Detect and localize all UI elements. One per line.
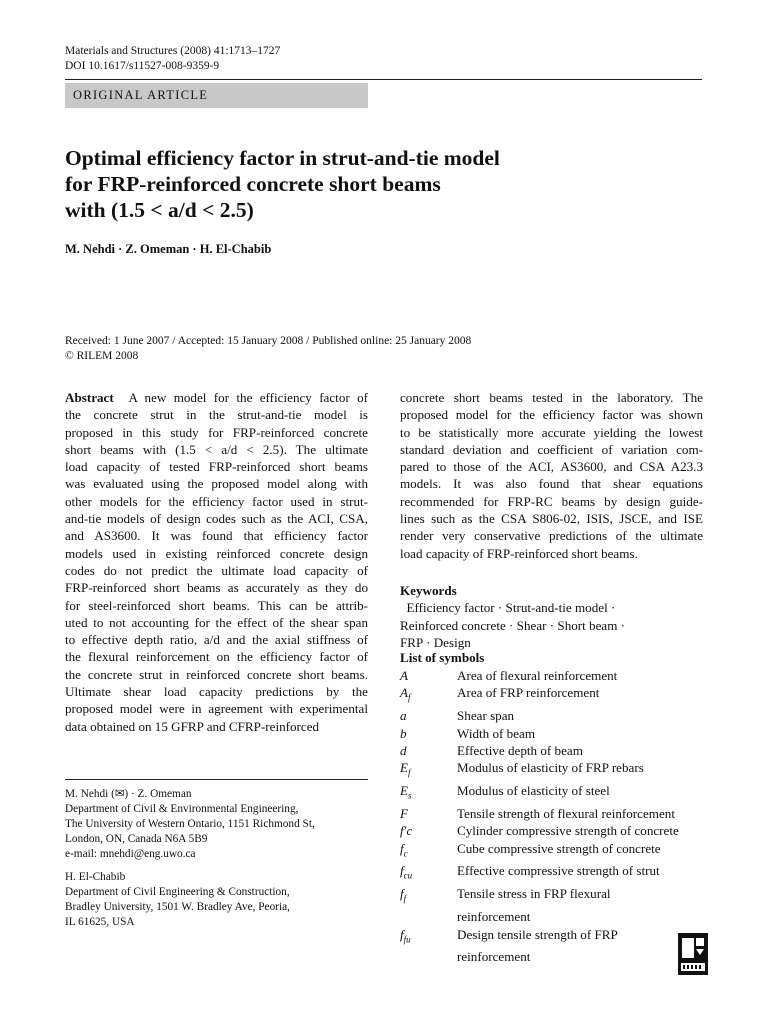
abstract-line: proposed model for the efficiency factor was shown <box>400 407 703 423</box>
symbol: $E_s$ <box>400 783 412 801</box>
abstract-line: Abstract A new model for the efficiency factor of <box>65 390 368 405</box>
symbol-description: Modulus of elasticity of FRP rebars <box>457 760 644 776</box>
abstract-line: the concrete strut in the strut-and-tie model is <box>65 407 368 423</box>
symbol-row <box>400 908 710 925</box>
abstract-line: proposed model were in agreement with experimental <box>65 701 368 717</box>
keywords-block <box>400 582 703 651</box>
journal-doi: DOI 10.1617/s11527-008-9359-9 <box>65 60 220 72</box>
symbol-description: reinforcement <box>457 909 531 925</box>
keywords-heading: Keywords <box>400 583 457 598</box>
symbol-row <box>400 684 710 707</box>
symbol-description: Modulus of elasticity of steel <box>457 783 610 798</box>
abstract-line: Ultimate shear load capacity predictions by the <box>65 684 368 700</box>
symbol-row <box>400 742 710 759</box>
abstract-line: proposed in this study for FRP-reinforced concrete <box>65 424 368 440</box>
abstract-line: FRP-reinforced short beams as accurately as they do <box>65 580 368 596</box>
affiliation-line: e-mail: mnehdi@eng.uwo.ca <box>65 848 196 860</box>
abstract-line: data obtained on 15 GFRP and CFRP-reinforced <box>65 718 320 734</box>
abstract-line: to be statistically more accurate yielding the lowest <box>400 424 703 440</box>
symbol-row <box>400 667 710 684</box>
symbol-row <box>400 822 710 839</box>
symbol: f'c <box>400 823 413 839</box>
keyword-line: Keywords Efficiency factor · Strut-and-tie model · <box>400 582 703 617</box>
abstract-line: to effective depth ratio, a/d and the axial stiffness of <box>65 632 368 648</box>
publication-history: Received: 1 June 2007 / Accepted: 15 January 2008 / Published online: 25 January 2008 <box>65 335 472 347</box>
affiliation-rule <box>65 779 368 780</box>
abstract-line: short beams with (1.5 < a/d < 2.5). The ultimate <box>65 441 368 457</box>
abstract-line: the concrete strut in reinforced concrete short beams. <box>65 666 368 682</box>
symbol: $A_f$ <box>400 685 411 703</box>
symbol-description: Cube compressive strength of concrete <box>457 840 661 856</box>
symbol-row <box>400 926 710 949</box>
affiliation-line: M. Nehdi (✉) · Z. Omeman <box>65 788 192 800</box>
abstract-line: render very conservative predictions of the ultimate <box>400 528 703 544</box>
symbol: $E_f$ <box>400 760 411 778</box>
abstract-line: lines such as the CSA S806-02, ISIS, JSCE, and ISE <box>400 511 703 527</box>
symbol-description: Effective depth of beam <box>457 742 583 758</box>
abstract-line: models. It was also found that shear equations <box>400 476 703 492</box>
symbol-row <box>400 862 710 885</box>
abstract-right-column <box>400 389 703 562</box>
symbol: $f_{cu}$ <box>400 863 413 882</box>
affiliation-line: H. El-Chabib <box>65 871 126 883</box>
affiliation-line: Bradley University, 1501 W. Bradley Ave, Peoria, <box>65 901 290 913</box>
symbol-description: Tensile strength of flexural reinforcement <box>457 805 675 821</box>
symbol-description: Width of beam <box>457 725 536 741</box>
rilem-logo <box>678 933 708 975</box>
symbol-description: Shear span <box>457 708 515 724</box>
abstract-left-column <box>65 389 368 735</box>
abstract-line: standard deviation and coefficient of variation com- <box>400 441 703 457</box>
affiliation-line: Department of Civil & Environmental Engineering, <box>65 803 299 815</box>
symbol-row <box>400 725 710 742</box>
symbol-row <box>400 885 710 908</box>
affiliation-line: The University of Western Ontario, 1151 Richmond St, <box>65 818 315 830</box>
header-rule <box>65 79 702 80</box>
abstract-line: pared to those of the ACI, AS3600, and CSA A23.3 <box>400 459 703 475</box>
symbol-row <box>400 948 710 965</box>
symbol: d <box>400 742 407 758</box>
author-list: M. Nehdi · Z. Omeman · H. El-Chabib <box>65 242 272 256</box>
symbol-description: Cylinder compressive strength of concrete <box>457 823 679 839</box>
symbol: a <box>400 708 407 724</box>
abstract-line: and AS3600. It was found that efficiency factor <box>65 528 368 544</box>
symbol-description: reinforcement <box>457 949 531 965</box>
keyword-line: Reinforced concrete · Shear · Short beam · <box>400 617 626 633</box>
abstract-line: load capacity of FRP-reinforced short beams. <box>400 545 638 561</box>
symbol-description: Effective compressive strength of strut <box>457 863 660 879</box>
abstract-line: and-tie models of design codes such as the ACI, CSA, <box>65 511 368 527</box>
abstract-line: for steel-reinforced short beams. This can be attrib- <box>65 597 368 613</box>
symbol: A <box>400 668 408 683</box>
symbol: b <box>400 725 407 741</box>
keyword-line: FRP · Design <box>400 634 471 650</box>
abstract-line: load capacity of tested FRP-reinforced short beams <box>65 459 368 475</box>
symbol: $f_f$ <box>400 886 407 904</box>
symbol: $f_{fu}$ <box>400 926 411 945</box>
affiliation-line: London, ON, Canada N6A 5B9 <box>65 833 208 845</box>
abstract-line: models used in existing reinforced concrete design <box>65 545 368 561</box>
abstract-line: uted to not accounting for the effect of the shear span <box>65 614 368 630</box>
symbol-description: Area of flexural reinforcement <box>457 668 618 683</box>
symbols-table <box>400 667 710 966</box>
abstract-line: the flexural reinforcement on the efficiency factor of <box>65 649 368 665</box>
abstract-line: recommended for FRP-RC beams by design guide- <box>400 493 703 509</box>
symbol: $f_c$ <box>400 840 408 859</box>
paper-title <box>65 145 685 223</box>
abstract-line: concrete short beams tested in the laboratory. The <box>400 390 703 405</box>
article-type-banner: ORIGINAL ARTICLE <box>65 83 368 108</box>
affiliation-line: IL 61625, USA <box>65 916 135 928</box>
symbol-description: Area of FRP reinforcement <box>457 685 600 701</box>
symbols-heading: List of symbols <box>400 650 485 665</box>
symbol-row <box>400 805 710 822</box>
symbol-description: Tensile stress in FRP flexural <box>457 886 611 902</box>
title-line: with (1.5 < a/d < 2.5) <box>65 198 254 222</box>
symbol-row <box>400 782 710 805</box>
affiliation-first <box>65 787 315 862</box>
affiliation-second <box>65 870 290 930</box>
symbol <box>400 948 457 965</box>
symbol-row <box>400 840 710 863</box>
affiliation-line: Department of Civil Engineering & Construction, <box>65 886 290 898</box>
title-line: for FRP-reinforced concrete short beams <box>65 172 441 196</box>
symbol: F <box>400 805 408 821</box>
symbol-description: Design tensile strength of FRP <box>457 926 618 942</box>
symbol-row <box>400 759 710 782</box>
title-line: Optimal efficiency factor in strut-and-tie model <box>65 146 500 170</box>
abstract-line: codes do not predict the ultimate load capacity of <box>65 562 368 578</box>
journal-citation: Materials and Structures (2008) 41:1713–1727 <box>65 45 281 57</box>
publication-dates <box>65 334 471 364</box>
abstract-line: was evaluated using the proposed model along with <box>65 476 368 492</box>
symbol-row <box>400 707 710 724</box>
symbol <box>400 908 457 925</box>
abstract-heading: Abstract <box>65 390 114 405</box>
abstract-line: other models for the efficiency factor used in strut- <box>65 493 368 509</box>
copyright-line: © RILEM 2008 <box>65 350 139 362</box>
